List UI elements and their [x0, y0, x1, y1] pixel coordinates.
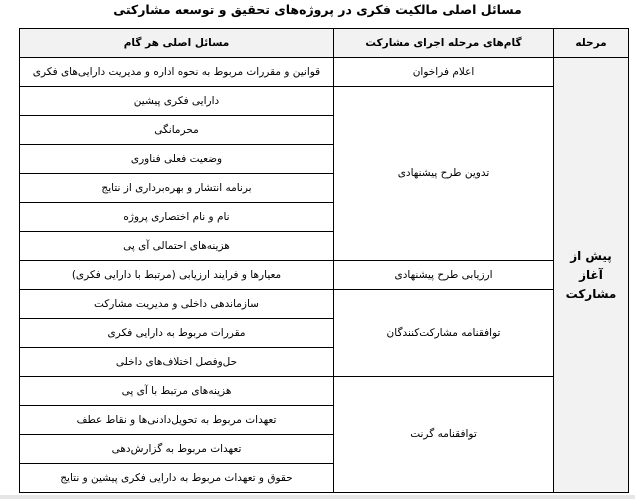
table-row	[20, 290, 629, 319]
issue-cell: برنامه انتشار و بهره‌برداری از نتایج	[20, 174, 334, 203]
step-cell-proposal-drafting: تدوین طرح پیشنهادی	[334, 87, 554, 261]
table-row	[20, 87, 629, 116]
step-cell-consortium-agreement: توافقنامه مشارکت‌کنندگان	[334, 290, 554, 377]
issue-cell: وضعیت فعلی فناوری	[20, 145, 334, 174]
header-issues: مسائل اصلی هر گام	[20, 29, 334, 58]
issue-cell: معیارها و فرایند ارزیابی (مرتبط با دارایی فکری)	[20, 261, 334, 290]
issue-cell: محرمانگی	[20, 116, 334, 145]
header-step: گام‌های مرحله اجرای مشارکت	[334, 29, 554, 58]
table-row	[20, 58, 629, 87]
issue-cell: هزینه‌های احتمالی آی پی	[20, 232, 334, 261]
table-row	[20, 261, 629, 290]
header-stage: مرحله	[554, 29, 629, 58]
issue-cell: سازماندهی داخلی و مدیریت مشارکت	[20, 290, 334, 319]
step-cell-proposal-evaluation: ارزیابی طرح پیشنهادی	[334, 261, 554, 290]
issue-cell: تعهدات مربوط به تحویل‌دادنی‌ها و نقاط عطف	[20, 406, 334, 435]
issue-cell: تعهدات مربوط به گزارش‌دهی	[20, 435, 334, 464]
step-cell-call-announcement: اعلام فراخوان	[334, 58, 554, 87]
issue-cell: هزینه‌های مرتبط با آی پی	[20, 377, 334, 406]
ip-issues-table	[19, 28, 629, 493]
issue-cell: دارایی فکری پیشین	[20, 87, 334, 116]
table-title: مسائل اصلی مالکیت فکری در پروژه‌های تحقیق و توسعه مشارکتی	[113, 2, 522, 17]
table-row	[20, 377, 629, 406]
issue-cell: قوانین و مقررات مربوط به نحوه اداره و مدیریت دارایی‌های فکری	[20, 58, 334, 87]
issue-cell: نام و نام اختصاری پروژه	[20, 203, 334, 232]
issue-cell: حل‌وفصل اختلاف‌های داخلی	[20, 348, 334, 377]
page-bottom-divider	[0, 495, 635, 499]
issue-cell: حقوق و تعهدات مربوط به دارایی فکری پیشین و نتایج	[20, 464, 334, 493]
issue-cell: مقررات مربوط به دارایی فکری	[20, 319, 334, 348]
stage-cell: پیش از آغاز مشارکت	[554, 58, 629, 493]
step-cell-grant-agreement: توافقنامه گرنت	[334, 377, 554, 493]
header-row	[20, 29, 629, 58]
